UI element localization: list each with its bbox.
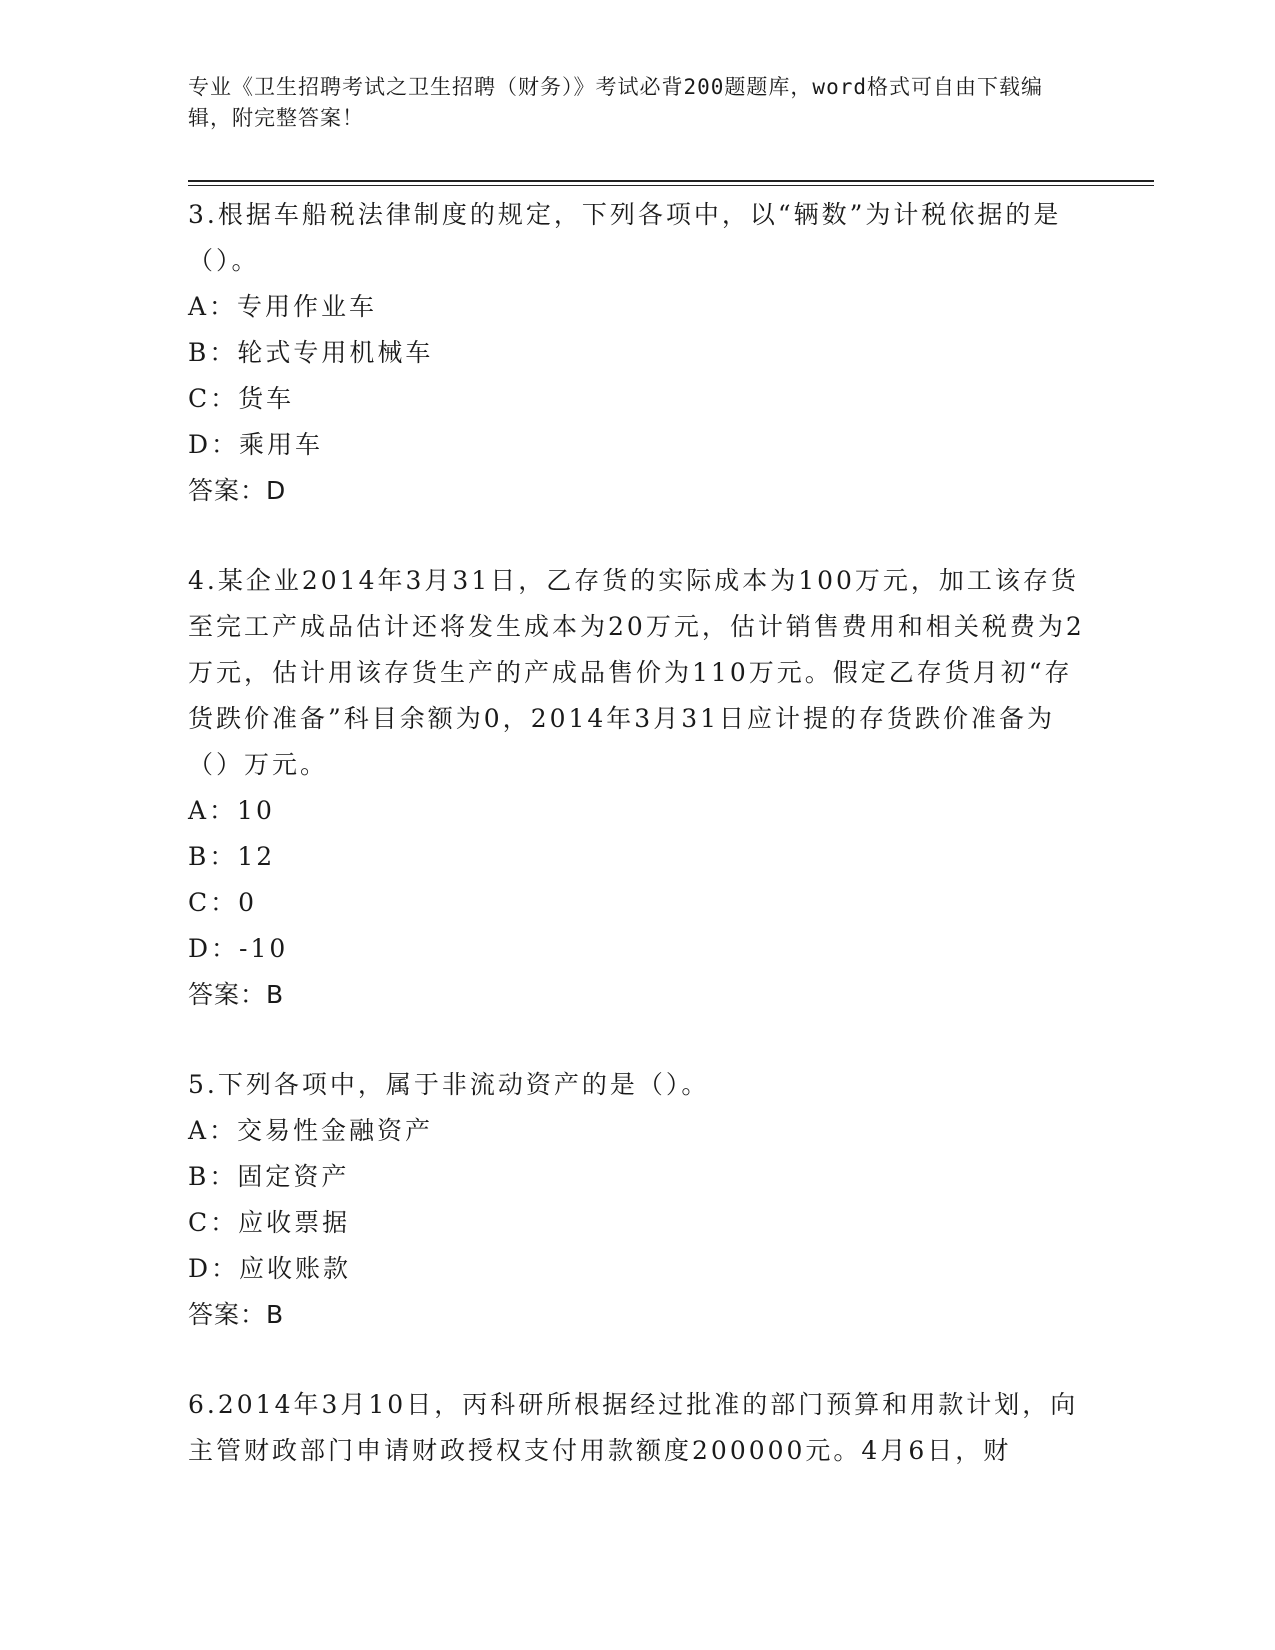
option-c: C：0 — [188, 888, 258, 917]
document-header — [188, 72, 1068, 134]
question-list — [188, 192, 1088, 1518]
question-stem: 5.下列各项中，属于非流动资产的是（）。 — [188, 1070, 710, 1099]
answer-line: 答案：B — [188, 1300, 285, 1329]
option-b: B：固定资产 — [188, 1162, 350, 1191]
option-d: D：应收账款 — [188, 1254, 352, 1283]
question-stem: 3.根据车船税法律制度的规定，下列各项中，以“辆数”为计税依据的是（）。 — [188, 200, 1062, 275]
answer-line: 答案：D — [188, 476, 287, 505]
option-d: D：乘用车 — [188, 430, 324, 459]
question-5 — [188, 1062, 1088, 1338]
question-6 — [188, 1382, 1088, 1474]
option-c: C：货车 — [188, 384, 295, 413]
question-4 — [188, 558, 1088, 1018]
option-a: A：专用作业车 — [188, 292, 378, 321]
answer-line: 答案：B — [188, 980, 285, 1009]
option-a: A：交易性金融资产 — [188, 1116, 434, 1145]
option-b: B：轮式专用机械车 — [188, 338, 434, 367]
question-3 — [188, 192, 1088, 514]
option-d: D：-10 — [188, 934, 289, 963]
header-intro-text: 专业《卫生招聘考试之卫生招聘（财务）》考试必背200题题库，word格式可自由下载编辑，附完整答案！ — [188, 75, 1043, 130]
header-divider-thin — [188, 185, 1154, 186]
option-a: A：10 — [188, 796, 275, 825]
option-b: B：12 — [188, 842, 276, 871]
question-stem: 6.2014年3月10日，丙科研所根据经过批准的部门预算和用款计划，向主管财政部门申请财政授权支付用款额度200000元。4月6日，财 — [188, 1390, 1079, 1465]
option-c: C：应收票据 — [188, 1208, 351, 1237]
question-stem: 4.某企业2014年3月31日，乙存货的实际成本为100万元，加工该存货至完工产成品估计还将发生成本为20万元，估计销售费用和相关税费为2万元，估计用该存货生产的产成品售价为110万元。假定乙存货月初“存货跌价准备”科目余额为0，2014年3月31日应计提的存货跌价准备为（）万元。 — [188, 566, 1085, 779]
header-divider-thick — [188, 180, 1154, 182]
